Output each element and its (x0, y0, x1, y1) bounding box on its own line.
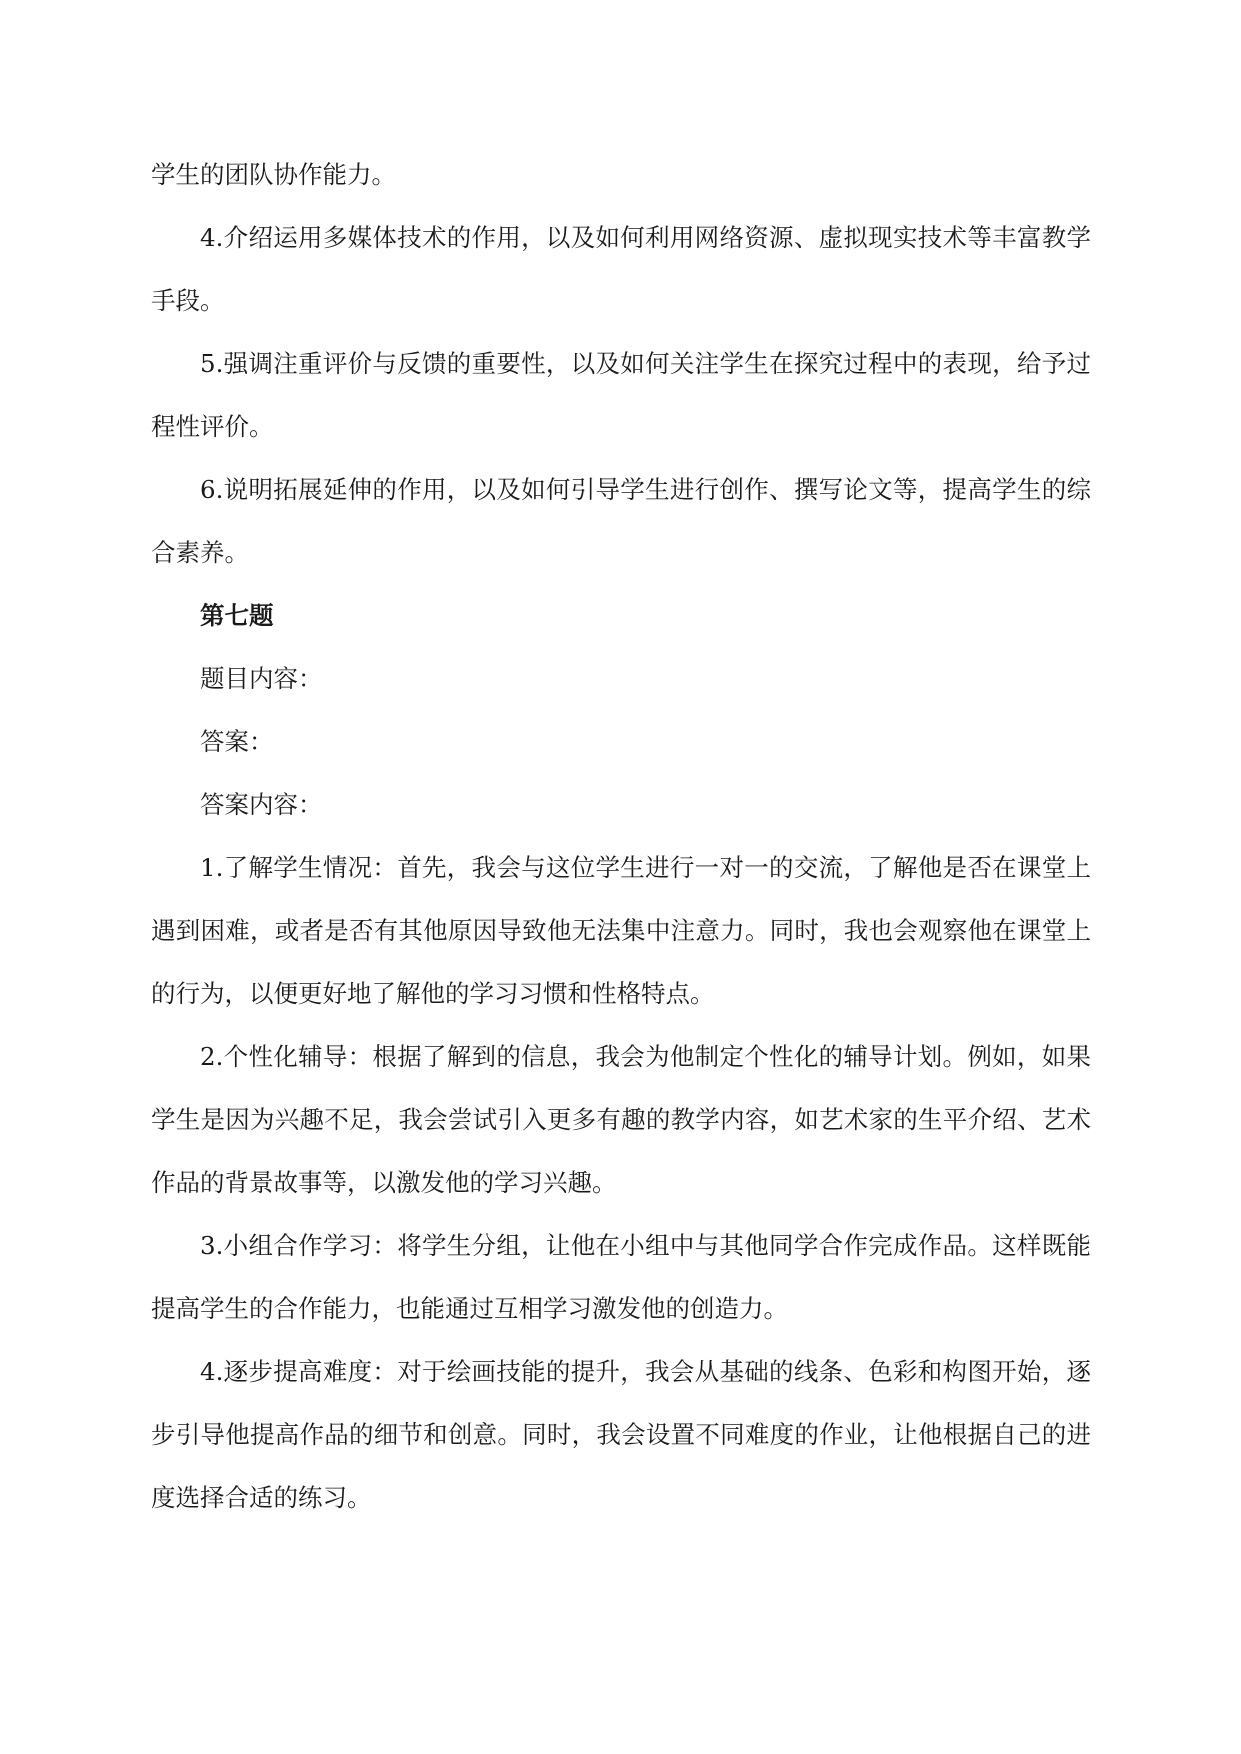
answer-item-3: 3.小组合作学习：将学生分组，让他在小组中与其他同学合作完成作品。这样既能提高学生的合作能力，也能通过互相学习激发他的创造力。 (151, 1231, 1091, 1323)
paragraph-item-5-evaluation: 5.强调注重评价与反馈的重要性，以及如何关注学生在探究过程中的表现，给予过程性评价。 (151, 349, 1091, 441)
answer-item-4: 4.逐步提高难度：对于绘画技能的提升，我会从基础的线条、色彩和构图开始，逐步引导他提高作品的细节和创意。同时，我会设置不同难度的作业，让他根据自己的进度选择合适的练习。 (151, 1357, 1091, 1512)
document-body (151, 143, 1091, 1529)
question-content-label: 题目内容： (200, 664, 323, 693)
paragraph-continuation: 学生的团队协作能力。 (151, 160, 396, 189)
paragraph-item-6-extension: 6.说明拓展延伸的作用，以及如何引导学生进行创作、撰写论文等，提高学生的综合素养。 (151, 475, 1091, 567)
answer-label: 答案： (200, 727, 274, 756)
section-heading: 第七题 (200, 601, 274, 630)
paragraph-item-4-multimedia: 4.介绍运用多媒体技术的作用，以及如何利用网络资源、虚拟现实技术等丰富教学手段。 (151, 223, 1091, 315)
answer-item-2: 2.个性化辅导：根据了解到的信息，我会为他制定个性化的辅导计划。例如，如果学生是因为兴趣不足，我会尝试引入更多有趣的教学内容，如艺术家的生平介绍、艺术作品的背景故事等，以激发他的学习兴趣。 (151, 1042, 1091, 1197)
answer-content-label: 答案内容： (200, 790, 323, 819)
answer-item-1: 1.了解学生情况：首先，我会与这位学生进行一对一的交流，了解他是否在课堂上遇到困难，或者是否有其他原因导致他无法集中注意力。同时，我也会观察他在课堂上的行为，以便更好地了解他的学习习惯和性格特点。 (151, 853, 1091, 1008)
